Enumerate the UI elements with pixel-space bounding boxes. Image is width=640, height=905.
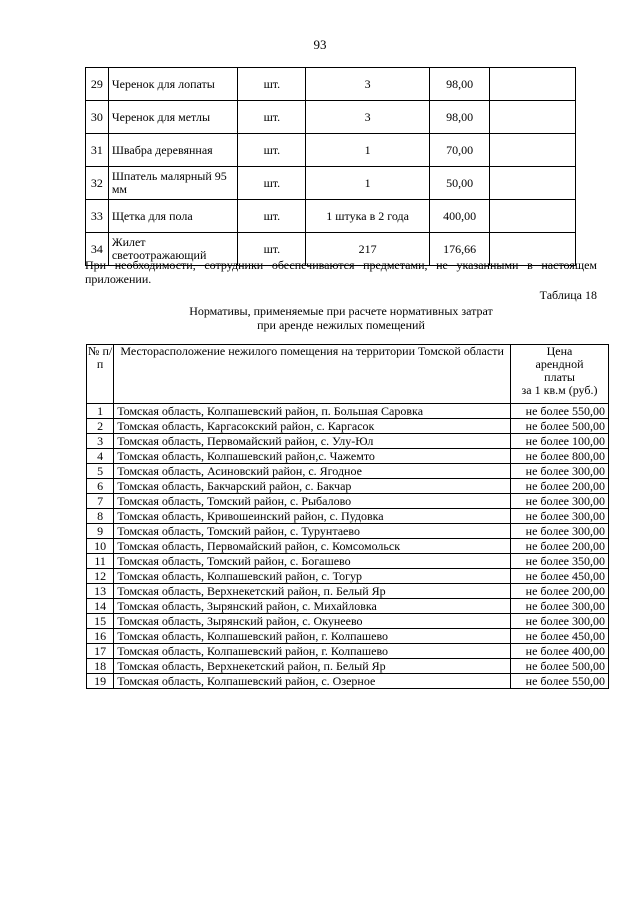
table-row xyxy=(87,674,609,689)
header-price-line-2: арендной xyxy=(535,357,584,371)
table-row xyxy=(87,524,609,539)
row-number: 15 xyxy=(87,614,114,629)
row-location: Томская область, Каргасокский район, с. Каргасок xyxy=(114,419,511,434)
row-number: 8 xyxy=(87,509,114,524)
row-location: Томская область, Бакчарский район, с. Бакчар xyxy=(114,479,511,494)
row-location: Томская область, Колпашевский район, г. Колпашево xyxy=(114,629,511,644)
row-location: Томская область, Кривошеинский район, с. Пудовка xyxy=(114,509,511,524)
item-quantity: 3 xyxy=(306,68,429,101)
table-row xyxy=(87,584,609,599)
item-name: Щетка для пола xyxy=(108,200,237,233)
item-unit: шт. xyxy=(238,134,306,167)
table-row xyxy=(87,659,609,674)
item-unit: шт. xyxy=(238,167,306,200)
row-price: не более 200,00 xyxy=(511,479,609,494)
table-row xyxy=(87,494,609,509)
row-location: Томская область, Верхнекетский район, п. Белый Яр xyxy=(114,659,511,674)
row-price: не более 500,00 xyxy=(511,419,609,434)
row-number: 3 xyxy=(87,434,114,449)
item-price: 98,00 xyxy=(429,68,490,101)
row-number: 34 xyxy=(86,233,109,266)
header-price xyxy=(511,345,609,404)
row-number: 7 xyxy=(87,494,114,509)
row-price: не более 800,00 xyxy=(511,449,609,464)
row-price: не более 200,00 xyxy=(511,539,609,554)
row-number: 14 xyxy=(87,599,114,614)
row-number: 10 xyxy=(87,539,114,554)
item-unit: шт. xyxy=(238,68,306,101)
item-quantity: 217 xyxy=(306,233,429,266)
item-extra xyxy=(490,101,576,134)
table-row xyxy=(87,509,609,524)
item-extra xyxy=(490,200,576,233)
table-row xyxy=(87,479,609,494)
row-price: не более 300,00 xyxy=(511,509,609,524)
table-row xyxy=(87,449,609,464)
row-location: Томская область, Зырянский район, с. Михайловка xyxy=(114,599,511,614)
table-row xyxy=(86,101,576,134)
row-price: не более 100,00 xyxy=(511,434,609,449)
row-number: 11 xyxy=(87,554,114,569)
row-price: не более 300,00 xyxy=(511,464,609,479)
table-row xyxy=(87,599,609,614)
item-unit: шт. xyxy=(238,233,306,266)
header-location: Месторасположение нежилого помещения на территории Томской области xyxy=(114,345,511,404)
table-row xyxy=(86,200,576,233)
row-price: не более 300,00 xyxy=(511,494,609,509)
row-price: не более 450,00 xyxy=(511,629,609,644)
row-location: Томская область, Томский район, с. Богашево xyxy=(114,554,511,569)
header-number: № п/ п xyxy=(87,345,114,404)
row-number: 18 xyxy=(87,659,114,674)
table-label: Таблица 18 xyxy=(539,288,597,302)
item-name: Черенок для метлы xyxy=(108,101,237,134)
table-row xyxy=(87,419,609,434)
row-number: 2 xyxy=(87,419,114,434)
row-price: не более 200,00 xyxy=(511,584,609,599)
item-quantity: 1 xyxy=(306,134,429,167)
table-row xyxy=(86,68,576,101)
table-row xyxy=(87,539,609,554)
row-location: Томская область, Колпашевский район, г. Колпашево xyxy=(114,644,511,659)
table-row xyxy=(87,434,609,449)
item-quantity: 3 xyxy=(306,101,429,134)
row-number: 1 xyxy=(87,404,114,419)
item-extra xyxy=(490,68,576,101)
row-location: Томская область, Колпашевский район, п. Большая Саровка xyxy=(114,404,511,419)
table-row xyxy=(87,404,609,419)
table-row xyxy=(87,644,609,659)
supplies-table xyxy=(85,67,576,266)
row-location: Томская область, Первомайский район, с. Комсомольск xyxy=(114,539,511,554)
row-number: 17 xyxy=(87,644,114,659)
item-name: Жилет светоотражающий xyxy=(108,233,237,266)
row-price: не более 550,00 xyxy=(511,404,609,419)
row-number: 30 xyxy=(86,101,109,134)
row-number: 9 xyxy=(87,524,114,539)
item-unit: шт. xyxy=(238,200,306,233)
header-price-line-3: платы xyxy=(544,370,575,384)
row-number: 19 xyxy=(87,674,114,689)
row-location: Томская область, Верхнекетский район, п. Белый Яр xyxy=(114,584,511,599)
item-price: 176,66 xyxy=(429,233,490,266)
row-price: не более 300,00 xyxy=(511,524,609,539)
row-price: не более 450,00 xyxy=(511,569,609,584)
page-number: 93 xyxy=(313,37,327,52)
row-location: Томская область, Колпашевский район, с. Тогур xyxy=(114,569,511,584)
row-number: 12 xyxy=(87,569,114,584)
row-number: 29 xyxy=(86,68,109,101)
header-price-line-4: за 1 кв.м (руб.) xyxy=(521,383,598,397)
row-location: Томская область, Томский район, с. Турунтаево xyxy=(114,524,511,539)
note-paragraph: При необходимости, сотрудники обеспечиваются предметами, не указанными в настоящем приложении. xyxy=(85,258,597,286)
table-row xyxy=(87,614,609,629)
row-number: 6 xyxy=(87,479,114,494)
item-extra xyxy=(490,134,576,167)
item-name: Черенок для лопаты xyxy=(108,68,237,101)
row-price: не более 550,00 xyxy=(511,674,609,689)
table-row xyxy=(86,134,576,167)
table-row xyxy=(87,464,609,479)
table-row xyxy=(87,569,609,584)
row-location: Томская область, Первомайский район, с. Улу-Юл xyxy=(114,434,511,449)
row-location: Томская область, Колпашевский район,с. Чажемто xyxy=(114,449,511,464)
rent-norms-table xyxy=(86,344,609,689)
item-name: Шпатель малярный 95 мм xyxy=(108,167,237,200)
table-row xyxy=(86,167,576,200)
table-header-row xyxy=(87,345,609,404)
row-number: 16 xyxy=(87,629,114,644)
row-price: не более 350,00 xyxy=(511,554,609,569)
item-quantity: 1 штука в 2 года xyxy=(306,200,429,233)
item-price: 400,00 xyxy=(429,200,490,233)
row-price: не более 400,00 xyxy=(511,644,609,659)
row-price: не более 300,00 xyxy=(511,599,609,614)
caption-line-2: при аренде нежилых помещений xyxy=(257,318,425,332)
item-unit: шт. xyxy=(238,101,306,134)
table-row xyxy=(87,554,609,569)
row-number: 32 xyxy=(86,167,109,200)
row-number: 33 xyxy=(86,200,109,233)
row-number: 5 xyxy=(87,464,114,479)
row-price: не более 500,00 xyxy=(511,659,609,674)
item-price: 50,00 xyxy=(429,167,490,200)
item-price: 70,00 xyxy=(429,134,490,167)
row-location: Томская область, Зырянский район, с. Окунеево xyxy=(114,614,511,629)
caption-line-1: Нормативы, применяемые при расчете нормативных затрат xyxy=(189,304,493,318)
item-name: Швабра деревянная xyxy=(108,134,237,167)
row-location: Томская область, Томский район, с. Рыбалово xyxy=(114,494,511,509)
row-number: 31 xyxy=(86,134,109,167)
row-number: 13 xyxy=(87,584,114,599)
table-caption xyxy=(85,304,597,332)
item-quantity: 1 xyxy=(306,167,429,200)
row-price: не более 300,00 xyxy=(511,614,609,629)
item-extra xyxy=(490,167,576,200)
item-price: 98,00 xyxy=(429,101,490,134)
row-location: Томская область, Асиновский район, с. Ягодное xyxy=(114,464,511,479)
header-price-line-1: Цена xyxy=(546,344,573,358)
table-row xyxy=(87,629,609,644)
row-location: Томская область, Колпашевский район, с. Озерное xyxy=(114,674,511,689)
row-number: 4 xyxy=(87,449,114,464)
